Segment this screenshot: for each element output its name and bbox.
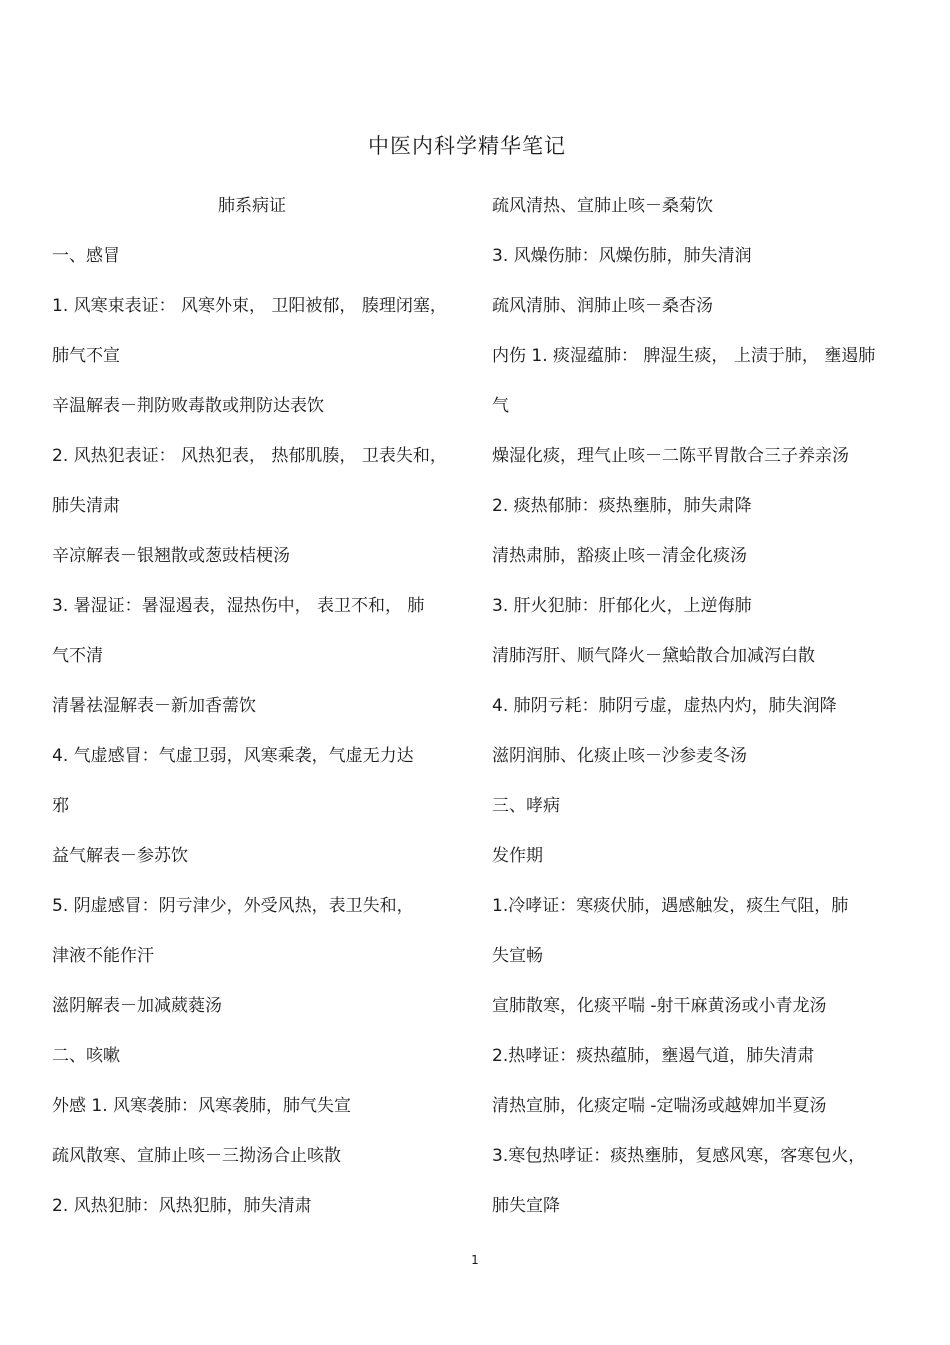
text-line: 2. 痰热郁肺：痰热壅肺，肺失肃降 (492, 496, 752, 516)
text-line: 内伤 1. 痰湿蕴肺： 脾湿生痰， 上渍于肺， 壅遏肺 (492, 346, 876, 366)
text-line: 邪 (52, 796, 69, 816)
section-heading: 肺系病证 (218, 196, 286, 216)
text-line: 辛凉解表－银翘散或葱豉桔梗汤 (52, 546, 290, 566)
text-line: 1. 风寒束表证： 风寒外束， 卫阳被郁， 腠理闭塞， (52, 296, 447, 316)
text-line: 三、哮病 (492, 796, 560, 816)
text-line: 1.冷哮证：寒痰伏肺，遇感触发，痰生气阻，肺 (492, 896, 849, 916)
text-line: 4. 气虚感冒：气虚卫弱，风寒乘袭，气虚无力达 (52, 746, 414, 766)
document-title: 中医内科学精华笔记 (368, 134, 566, 158)
text-line: 益气解表－参苏饮 (52, 846, 188, 866)
text-line: 清暑祛湿解表－新加香薷饮 (52, 696, 256, 716)
text-line: 宣肺散寒，化痰平喘 -射干麻黄汤或小青龙汤 (492, 996, 827, 1016)
text-line: 肺气不宣 (52, 346, 120, 366)
text-line: 3. 肝火犯肺：肝郁化火，上逆侮肺 (492, 596, 752, 616)
text-line: 肺失宣降 (492, 1196, 560, 1216)
text-line: 气 (492, 396, 509, 416)
right-column (492, 191, 912, 1241)
text-line: 滋阴润肺、化痰止咳－沙参麦冬汤 (492, 746, 747, 766)
text-line: 3. 风燥伤肺：风燥伤肺，肺失清润 (492, 246, 752, 266)
text-line: 气不清 (52, 646, 103, 666)
text-line: 津液不能作汗 (52, 946, 154, 966)
text-line: 一、感冒 (52, 246, 120, 266)
text-line: 2.热哮证：痰热蕴肺，壅遏气道，肺失清肃 (492, 1046, 815, 1066)
text-line: 疏风清热、宣肺止咳－桑菊饮 (492, 196, 713, 216)
text-line: 疏风清肺、润肺止咳－桑杏汤 (492, 296, 713, 316)
text-line: 3. 暑湿证：暑湿遏表，湿热伤中， 表卫不和， 肺 (52, 596, 425, 616)
text-line: 4. 肺阴亏耗：肺阴亏虚，虚热内灼，肺失润降 (492, 696, 837, 716)
text-line: 2. 风热犯表证： 风热犯表， 热郁肌腠， 卫表失和， (52, 446, 447, 466)
text-line: 清热肃肺，豁痰止咳－清金化痰汤 (492, 546, 747, 566)
text-line: 失宣畅 (492, 946, 543, 966)
text-line: 燥湿化痰，理气止咳－二陈平胃散合三子养亲汤 (492, 446, 849, 466)
text-line: 外感 1. 风寒袭肺：风寒袭肺，肺气失宣 (52, 1096, 352, 1116)
page-number: 1 (471, 1253, 479, 1267)
text-line: 清热宣肺，化痰定喘 -定喘汤或越婢加半夏汤 (492, 1096, 827, 1116)
left-column (52, 191, 462, 1241)
text-line: 5. 阴虚感冒：阴亏津少，外受风热，表卫失和， (52, 896, 414, 916)
text-line: 疏风散寒、宣肺止咳－三拗汤合止咳散 (52, 1146, 341, 1166)
text-line: 肺失清肃 (52, 496, 120, 516)
text-line: 滋阴解表－加减葳蕤汤 (52, 996, 222, 1016)
text-line: 发作期 (492, 846, 543, 866)
text-line: 2. 风热犯肺：风热犯肺，肺失清肃 (52, 1196, 312, 1216)
text-line: 清肺泻肝、顺气降火－黛蛤散合加减泻白散 (492, 646, 815, 666)
text-line: 3.寒包热哮证：痰热壅肺，复感风寒，客寒包火， (492, 1146, 866, 1166)
text-line: 辛温解表－荆防败毒散或荆防达表饮 (52, 396, 324, 416)
text-line: 二、咳嗽 (52, 1046, 120, 1066)
